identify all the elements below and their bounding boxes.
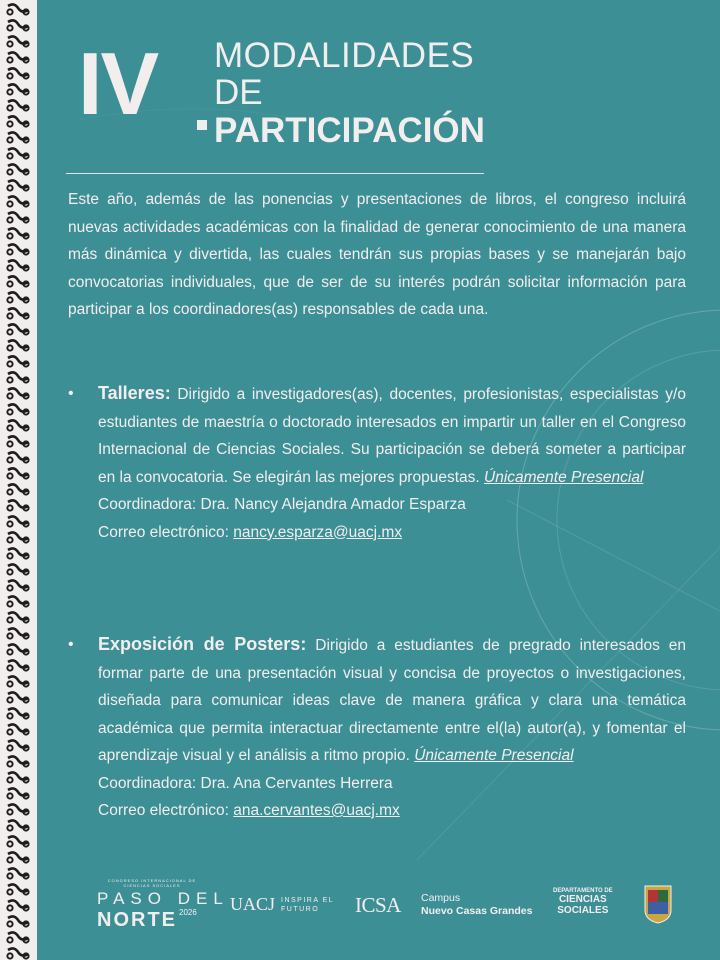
university-crest-icon (643, 884, 673, 924)
border-dot (7, 793, 12, 798)
border-dot (7, 553, 12, 558)
paso-del-norte-logo (97, 878, 229, 932)
border-dot (7, 233, 12, 238)
email-line (98, 519, 686, 547)
footer-logos (37, 868, 720, 960)
border-dot (7, 489, 12, 494)
border-dot (7, 281, 12, 286)
border-dot (7, 825, 12, 830)
border-dot (7, 329, 12, 334)
email-label: Correo electrónico: (98, 802, 234, 819)
border-dot (7, 889, 12, 894)
uacj-logo: UACJ (230, 894, 276, 914)
border-dot (7, 745, 12, 750)
pdn-subtitle: CONGRESO INTERNACIONAL DE CIENCIAS SOCIALES (107, 878, 197, 888)
border-dot (7, 185, 12, 190)
title-line-2: DE (214, 73, 263, 112)
campus-line2: Nuevo Casas Grandes (421, 905, 533, 917)
title-dot (197, 120, 207, 130)
campus-line1: Campus (421, 892, 461, 904)
item-heading: Exposición de Posters: (98, 634, 307, 654)
title-line-1: MODALIDADES (214, 36, 475, 75)
border-dot (7, 713, 12, 718)
dcs-line3: SOCIALES (557, 905, 609, 916)
border-dot (7, 729, 12, 734)
border-dot (7, 57, 12, 62)
border-dot (7, 809, 12, 814)
border-dot (7, 921, 12, 926)
item-text: Dirigido a estudiantes de pregrado interesados en formar parte de una presentación visual y concisa de proyectos o investigaciones, diseñada para comunicar ideas clave de manera gráfica y clara una temática académica que permita interactuar directamente entre el(la) autor(a), y fomentar el aprendizaje visual y el análisis a ritmo propio. (98, 637, 686, 764)
border-dot (7, 41, 12, 46)
border-dot (7, 297, 12, 302)
modality-link[interactable]: Únicamente Presencial (414, 747, 574, 764)
email-label: Correo electrónico: (98, 523, 234, 541)
border-dot (7, 265, 12, 270)
border-dot (7, 585, 12, 590)
border-dot (7, 393, 12, 398)
border-dot (7, 137, 12, 142)
coordinator: Coordinadora: Dra. Nancy Alejandra Amador Esparza (98, 496, 466, 513)
title-divider (66, 173, 484, 174)
dcs-line2: CIENCIAS (558, 894, 607, 905)
border-dot (7, 601, 12, 606)
border-dot (7, 905, 12, 910)
border-dot (7, 457, 12, 462)
modality-link[interactable]: Únicamente Presencial (484, 468, 644, 486)
uacj-tag-line1: INSPIRA EL (281, 897, 335, 904)
border-dot (7, 777, 12, 782)
border-dot (7, 361, 12, 366)
border-dot (7, 441, 12, 446)
border-dot (7, 409, 12, 414)
border-dot (7, 857, 12, 862)
coordinator: Coordinadora: Dra. Ana Cervantes Herrera (98, 774, 393, 792)
pdn-paso: PASO DEL (97, 889, 229, 908)
border-dot (7, 537, 12, 542)
departamento-logo (553, 888, 613, 916)
email-link[interactable]: ana.cervantes@uacj.mx (233, 802, 400, 819)
pdn-norte: NORTE (97, 909, 177, 931)
dcs-line1: DEPARTAMENTO DE (553, 888, 613, 894)
uacj-tag-line2: FUTURO (281, 906, 320, 913)
border-dot (7, 569, 12, 574)
section-number: IV (78, 34, 158, 133)
border-dot (7, 121, 12, 126)
icsa-logo: ICSA (355, 893, 401, 917)
item-description (98, 380, 686, 491)
border-dot (7, 425, 12, 430)
border-dot (7, 617, 12, 622)
border-dot (7, 89, 12, 94)
border-dot (7, 841, 12, 846)
border-dot (7, 169, 12, 174)
border-dot (7, 633, 12, 638)
decorative-border (0, 0, 37, 960)
page-title (214, 38, 485, 148)
border-dot (7, 873, 12, 878)
list-item-talleres (68, 380, 686, 546)
border-dot (7, 649, 12, 654)
campus-logo (421, 892, 532, 918)
uacj-tagline (281, 896, 334, 914)
border-dot (7, 697, 12, 702)
pdn-year: 2026 (179, 908, 197, 917)
border-dot (7, 9, 12, 14)
intro-paragraph: Este año, además de las ponencias y presentaciones de libros, el congreso incluirá nuevas actividades académicas con la finalidad de generar conocimiento de una manera más dinámica y divertida, las cuales tendrán sus propias bases y se manejarán bajo convocatorias individuales, que de ser de su interés podrán solicitar información para participar a los coordinadores(as) responsables de cada una. (68, 191, 686, 318)
border-dot (7, 473, 12, 478)
border-dot (7, 953, 12, 958)
item-description (98, 631, 686, 770)
border-dot (7, 665, 12, 670)
bullet: • (68, 636, 74, 653)
border-dot (7, 937, 12, 942)
border-dot (7, 153, 12, 158)
bullet: • (68, 385, 74, 402)
border-dot (7, 505, 12, 510)
border-pattern (0, 0, 37, 960)
border-dot (7, 25, 12, 30)
border-dot (7, 313, 12, 318)
border-dot (7, 345, 12, 350)
item-heading: Talleres: (98, 383, 171, 403)
border-dot (7, 249, 12, 254)
border-dot (7, 105, 12, 110)
border-dot (7, 201, 12, 206)
item-text: Dirigido a investigadores(as), docentes, profesionistas, especialistas y/o estudiantes de maestría o doctorado interesados en impartir un taller en el Congreso Internacional de Ciencias Sociales. Su participación se deberá someter a participar en la convocatoria. Se elegirán las mejores propuestas. (98, 386, 686, 486)
border-dot (7, 761, 12, 766)
title-line-3: PARTICIPACIÓN (214, 111, 485, 150)
border-dot (7, 217, 12, 222)
border-dot (7, 377, 12, 382)
border-dot (7, 73, 12, 78)
email-line (98, 797, 686, 825)
list-item-posters (68, 631, 686, 825)
border-dot (7, 681, 12, 686)
border-dot (7, 521, 12, 526)
email-link[interactable]: nancy.esparza@uacj.mx (233, 523, 403, 541)
